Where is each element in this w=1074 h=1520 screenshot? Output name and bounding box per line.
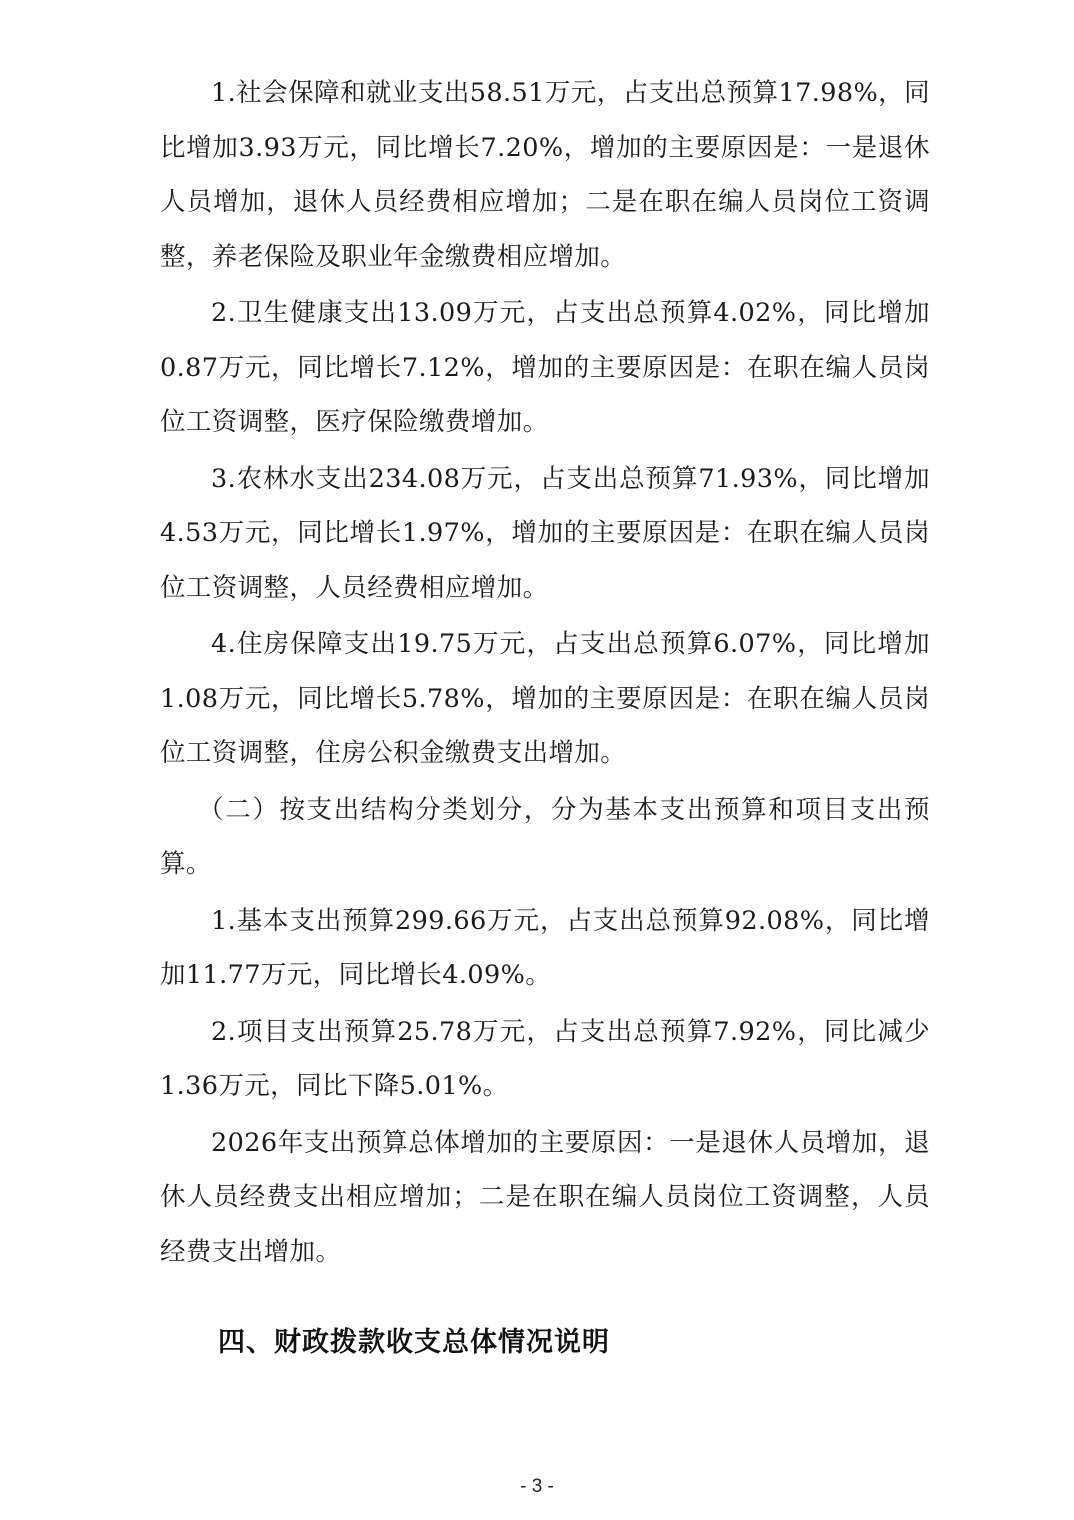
paragraph-agriculture: 3.农林水支出234.08万元，占支出总预算71.93%，同比增加4.53万元，同比增长1.97%，增加的主要原因是：在职在编人员岗位工资调整，人员经费相应增加。 [160, 463, 930, 603]
paragraph-health: 2.卫生健康支出13.09万元，占支出总预算4.02%，同比增加0.87万元，同比增长7.12%，增加的主要原因是：在职在编人员岗位工资调整，医疗保险缴费增加。 [160, 298, 930, 437]
section-heading: 四、财政拨款收支总体情况说明 [218, 1327, 610, 1358]
paragraph-social-security: 1.社会保障和就业支出58.51万元，占支出总预算17.98%，同比增加3.93万元，同比增长7.20%，增加的主要原因是：一是退休人员增加，退休人员经费相应增加；二是在职在编人员岗位工资调整，养老保险及职业年金缴费相应增加。 [160, 78, 930, 272]
paragraph-overall-reason: 2026年支出预算总体增加的主要原因：一是退休人员增加，退休人员经费支出相应增加；二是在职在编人员岗位工资调整，人员经费支出增加。 [160, 1127, 930, 1267]
paragraph-project-expenditure: 2.项目支出预算25.78万元，占支出总预算7.92%，同比减少1.36万元，同比下降5.01%。 [160, 1016, 930, 1101]
paragraph-housing: 4.住房保障支出19.75万元，占支出总预算6.07%，同比增加1.08万元，同比增长5.78%，增加的主要原因是：在职在编人员岗位工资调整，住房公积金缴费支出增加。 [160, 629, 930, 768]
paragraph-basic-expenditure: 1.基本支出预算299.66万元，占支出总预算92.08%，同比增加11.77万元，同比增长4.09%。 [160, 905, 930, 990]
page-number: - 3 - [520, 1476, 554, 1497]
paragraph-structure-classification: （二）按支出结构分类划分，分为基本支出预算和项目支出预算。 [160, 794, 930, 879]
document-body [160, 66, 930, 1367]
